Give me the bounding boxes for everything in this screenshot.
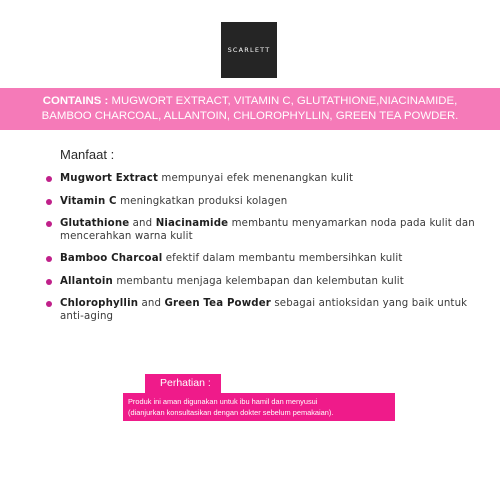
benefit-description: membantu menjaga kelembapan dan kelembutan kulit — [112, 275, 404, 287]
contains-ingredients-line2: BAMBOO CHARCOAL, ALLANTOIN, CHLOROPHYLLIN, GREEN TEA POWDER. — [41, 110, 459, 122]
benefit-item — [46, 218, 476, 243]
benefit-ingredient: Mugwort Extract — [60, 173, 158, 184]
benefit-ingredient: Niacinamide — [155, 218, 229, 229]
notice-line1: Produk ini aman digunakan untuk ibu hamil dan menyusui — [128, 397, 318, 406]
benefit-connector: and — [138, 298, 165, 309]
benefit-item — [46, 173, 476, 186]
contains-label: CONTAINS : — [42, 95, 109, 107]
bullet-icon — [46, 199, 52, 205]
benefit-item — [46, 276, 476, 289]
benefit-ingredient: Green Tea Powder — [164, 298, 271, 309]
benefit-item — [46, 196, 476, 209]
benefit-description: meningkatkan produksi kolagen — [116, 195, 288, 207]
benefit-description: mempunyai efek menenangkan kulit — [158, 173, 354, 184]
benefit-description: sebagai antioksidan yang baik untuk anti-aging — [60, 298, 468, 322]
notice-box — [123, 393, 395, 421]
benefit-ingredient: Bamboo Charcoal — [60, 253, 163, 264]
brand-logo-text: SCARLETT — [227, 46, 271, 54]
bullet-icon — [46, 221, 52, 227]
benefit-connector: and — [129, 218, 156, 229]
benefits-list — [46, 173, 476, 323]
bullet-icon — [46, 176, 52, 182]
benefit-item — [46, 298, 476, 323]
benefits-title: Manfaat : — [60, 147, 115, 162]
bullet-icon — [46, 301, 52, 307]
notice-line2: (dianjurkan konsultasikan dengan dokter sebelum pemakaian). — [128, 407, 334, 417]
contains-banner — [0, 88, 500, 130]
benefit-item — [46, 253, 476, 266]
contains-ingredients-line1: MUGWORT EXTRACT, VITAMIN C, GLUTATHIONE,NIACINAMIDE, — [111, 95, 458, 107]
benefit-ingredient: Allantoin — [60, 275, 113, 287]
notice-title: Perhatian : — [145, 374, 221, 394]
benefit-description: membantu menyamarkan noda pada kulit dan mencerahkan warna kulit — [60, 218, 475, 242]
benefit-ingredient: Chlorophyllin — [60, 298, 139, 309]
benefit-description: efektif dalam membantu membersihkan kulit — [162, 253, 403, 264]
benefit-ingredient: Glutathione — [60, 218, 130, 229]
bullet-icon — [46, 256, 52, 262]
brand-logo — [221, 22, 277, 78]
benefit-ingredient: Vitamin C — [60, 195, 117, 207]
bullet-icon — [46, 279, 52, 285]
